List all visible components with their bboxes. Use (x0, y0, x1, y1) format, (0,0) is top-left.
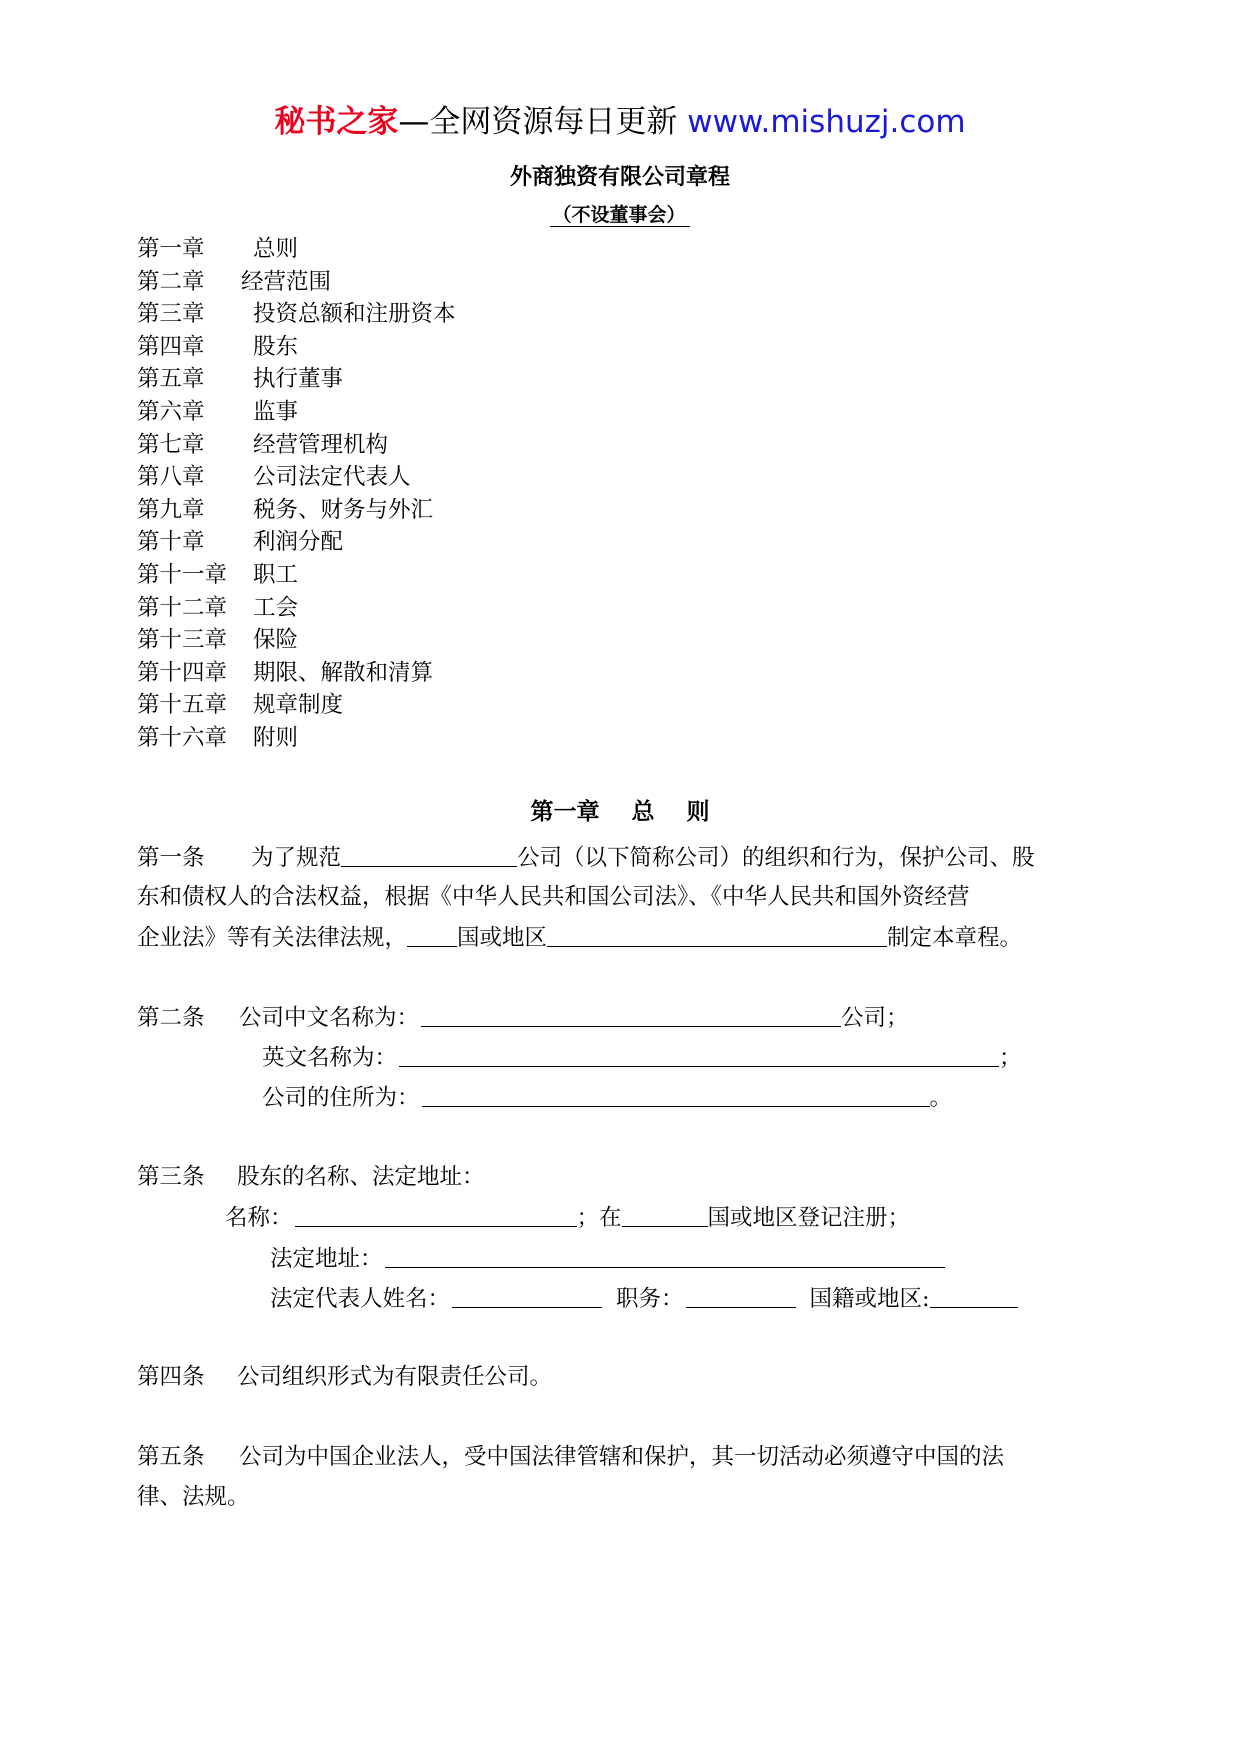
field-suffix: 。 (929, 1085, 953, 1111)
field-label: 法定地址： (270, 1246, 383, 1272)
article-number: 第三条 (137, 1164, 205, 1190)
field-label: ；在 (576, 1205, 622, 1231)
banner-tagline: —全网资源每日更新 (398, 104, 678, 140)
toc-item (137, 526, 456, 559)
field-label: 国籍或地区: (809, 1286, 930, 1312)
toc-item (137, 559, 456, 592)
toc-chapter-name: 股东 (253, 333, 299, 360)
article-5-line-1 (137, 1442, 1004, 1472)
toc-item (137, 592, 456, 625)
field-label: 英文名称为： (262, 1045, 398, 1071)
site-banner (0, 100, 1240, 144)
toc-chapter-name: 经营管理机构 (253, 431, 389, 458)
toc-chapter-name: 监事 (253, 398, 299, 425)
toc-chapter-number: 第十六章 (137, 724, 228, 751)
article-3-line-2 (225, 1202, 910, 1233)
article-3-line-3 (270, 1243, 945, 1274)
toc-chapter-number: 第一章 (137, 236, 205, 262)
toc-chapter-number: 第十章 (137, 529, 205, 556)
article-number: 第四条 (137, 1364, 205, 1390)
toc-item (137, 298, 456, 331)
toc-item (137, 266, 456, 299)
article-text: 股东的名称、法定地址： (237, 1164, 485, 1190)
article-text: 公司（以下简称公司）的组织和行为，保护公司、股 (517, 845, 1035, 871)
article-text: 为了规范 (251, 845, 342, 871)
field-label: 公司的住所为： (262, 1085, 420, 1111)
toc-chapter-name: 公司法定代表人 (253, 464, 411, 491)
article-number: 第五条 (137, 1444, 205, 1470)
article-text: 公司组织形式为有限责任公司。 (237, 1364, 553, 1390)
country-blank[interactable] (407, 922, 457, 947)
article-2-line-2 (262, 1042, 1022, 1073)
registration-country-field[interactable] (622, 1202, 708, 1227)
banner-brand: 秘书之家 (274, 104, 399, 140)
toc-chapter-name: 期限、解散和清算 (253, 659, 434, 686)
article-3-line-1 (137, 1162, 485, 1192)
toc-item (137, 461, 456, 494)
document-subtitle (0, 203, 1240, 227)
english-name-field[interactable] (399, 1042, 999, 1067)
article-number: 第二条 (137, 1005, 205, 1031)
investor-name-blank[interactable] (547, 922, 887, 947)
legal-address-field[interactable] (385, 1243, 945, 1268)
toc-chapter-name: 工会 (253, 594, 299, 621)
toc-item (137, 363, 456, 396)
toc-chapter-name: 利润分配 (253, 529, 344, 556)
toc-item (137, 494, 456, 527)
company-name-blank[interactable] (341, 842, 517, 867)
toc-chapter-name: 执行董事 (253, 366, 344, 393)
article-text: 公司为中国企业法人，受中国法律管辖和保护，其一切活动必须遵守中国的法 (239, 1444, 1005, 1470)
article-4 (137, 1362, 552, 1392)
toc-item (137, 722, 456, 755)
toc-chapter-name: 保险 (253, 627, 299, 654)
representative-name-field[interactable] (452, 1283, 602, 1308)
toc-chapter-name: 附则 (253, 724, 299, 751)
toc-item (137, 331, 456, 364)
article-1-line-1 (137, 842, 1035, 873)
banner-url-link[interactable]: www.mishuzj.com (687, 104, 966, 140)
toc-item (137, 396, 456, 429)
toc-chapter-number: 第二章 (137, 268, 205, 295)
article-5-line-2: 律、法规。 (137, 1484, 250, 1510)
document-subtitle-text: （不设董事会） (550, 204, 689, 227)
field-label: 公司中文名称为： (239, 1005, 420, 1031)
toc-chapter-number: 第三章 (137, 301, 205, 328)
field-label: 法定代表人姓名： (270, 1286, 451, 1312)
article-1-line-2: 东和债权人的合法权益，根据《中华人民共和国公司法》、《中华人民共和国外资经营 (137, 884, 970, 910)
toc-chapter-number: 第十一章 (137, 561, 228, 588)
field-suffix: ； (999, 1045, 1022, 1071)
chinese-name-field[interactable] (421, 1002, 841, 1027)
toc-item (137, 624, 456, 657)
article-3-line-4 (270, 1283, 1018, 1314)
toc-chapter-number: 第十五章 (137, 692, 228, 719)
article-text: 企业法》等有关法律法规， (137, 925, 408, 951)
article-text: 国或地区 (457, 925, 548, 951)
toc-chapter-number: 第十二章 (137, 594, 228, 621)
toc-chapter-number: 第九章 (137, 496, 205, 523)
shareholder-name-field[interactable] (295, 1202, 577, 1227)
article-number: 第一条 (137, 845, 205, 871)
toc-chapter-number: 第六章 (137, 398, 205, 425)
toc-chapter-name: 税务、财务与外汇 (253, 496, 434, 523)
document-title: 外商独资有限公司章程 (509, 164, 730, 190)
toc-item (137, 233, 456, 266)
field-label: 名称： (225, 1205, 293, 1231)
article-text: 制定本章程。 (887, 925, 1023, 951)
toc-chapter-number: 第七章 (137, 431, 205, 458)
toc-item (137, 429, 456, 462)
chapter-heading: 第一章 总 则 (530, 798, 710, 825)
toc-chapter-number: 第十四章 (137, 659, 228, 686)
toc-chapter-number: 第五章 (137, 366, 205, 393)
nationality-field[interactable] (930, 1283, 1018, 1308)
field-suffix: 公司； (841, 1005, 909, 1031)
table-of-contents (137, 233, 456, 755)
toc-chapter-name: 经营范围 (241, 268, 332, 295)
article-2-line-3 (262, 1082, 952, 1113)
toc-chapter-name: 总则 (253, 236, 299, 262)
toc-item (137, 657, 456, 690)
article-1-line-3 (137, 922, 1022, 953)
field-label: 职务： (616, 1286, 684, 1312)
toc-item (137, 689, 456, 722)
company-address-field[interactable] (422, 1082, 930, 1107)
toc-chapter-number: 第十三章 (137, 627, 228, 654)
toc-chapter-number: 第八章 (137, 464, 205, 491)
position-field[interactable] (686, 1283, 796, 1308)
article-2-line-1 (137, 1002, 909, 1033)
toc-chapter-name: 职工 (253, 561, 299, 588)
toc-chapter-number: 第四章 (137, 333, 205, 360)
toc-chapter-name: 规章制度 (253, 692, 344, 719)
field-label: 国或地区登记注册； (707, 1205, 911, 1231)
toc-chapter-name: 投资总额和注册资本 (253, 301, 456, 328)
